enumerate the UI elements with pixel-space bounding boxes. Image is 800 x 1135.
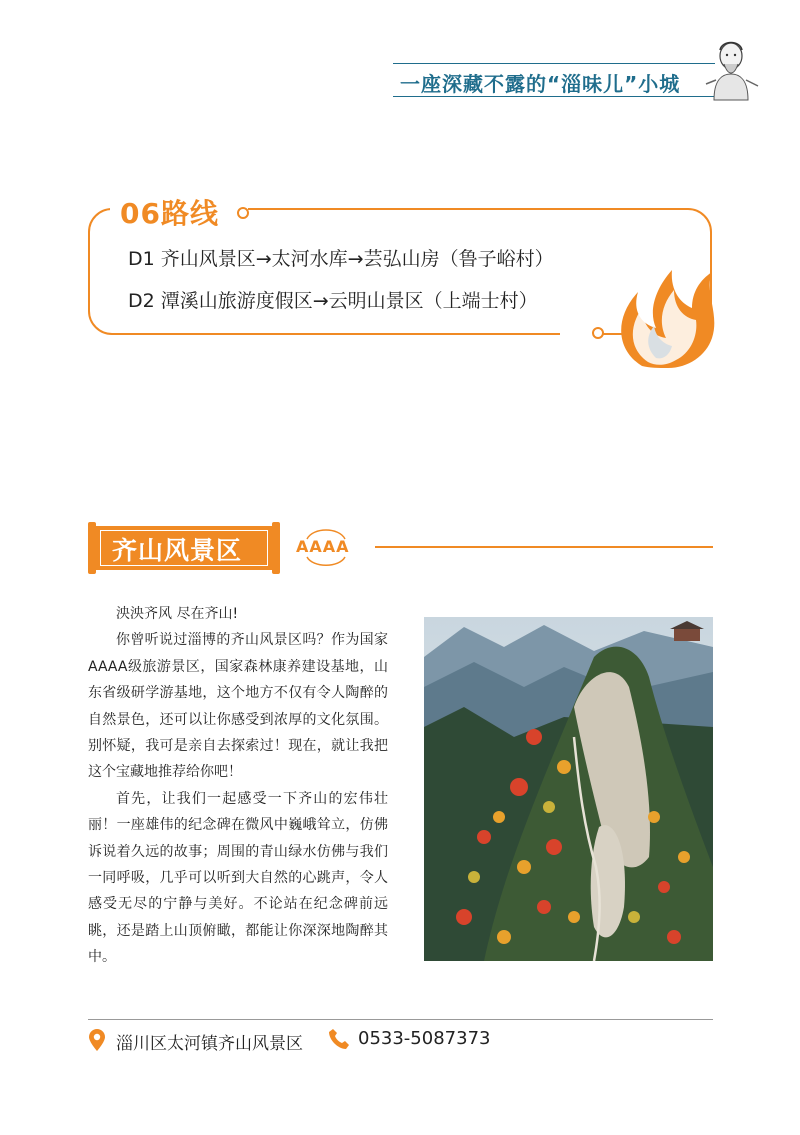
article-body: [88, 601, 388, 971]
footer-address: 淄川区太河镇齐山风景区: [116, 1034, 303, 1054]
section-title: 齐山风景区: [112, 536, 243, 565]
header-title: 一座深藏不露的“淄味儿”小城: [400, 72, 681, 96]
paragraph-3: 首先，让我们一起感受一下齐山的宏伟壮丽！一座雄伟的纪念碑在微风中巍峨耸立，仿佛诉说着久远的故事；周围的青山绿水仿佛与我们一同呼吸，几乎可以听到大自然的心跳声，令人感受无尽的宁静与美好。不论站在纪念碑前远眺，还是踏上山顶俯瞰，都能让你深深地陶醉其中。: [88, 790, 388, 966]
section-rule: [375, 546, 713, 548]
paragraph-1: 泱泱齐风 尽在齐山!: [116, 606, 239, 622]
route-dot-icon-2: [592, 327, 604, 339]
paragraph-2: 你曾听说过淄博的齐山风景区吗？作为国家AAAA级旅游景区，国家森林康养建设基地，山东省级研学游基地，这个地方不仅有令人陶醉的自然景色，还可以让你感受到浓厚的文化氛围。别怀疑，我可是亲自去探索过！现在，就让我把这个宝藏地推荐给你吧！: [88, 632, 388, 781]
footer-phone: 0533-5087373: [358, 1028, 491, 1049]
phone-icon: [328, 1028, 350, 1050]
rating-badge: AAAA: [296, 537, 350, 556]
route-d2: D2 潭溪山旅游度假区→云明山景区（上端士村）: [128, 290, 538, 312]
footer-rule: [88, 1019, 713, 1020]
route-d1: D1 齐山风景区→太河水库→芸弘山房（鲁子峪村）: [128, 248, 554, 270]
portrait-illustration: [700, 36, 762, 102]
header-rule-bottom: [393, 96, 715, 97]
location-pin-icon: [86, 1028, 108, 1052]
flame-icon: [612, 258, 722, 370]
route-box-gap: [560, 326, 594, 340]
rating-arc-bottom-icon: [303, 556, 349, 570]
route-dot-icon: [237, 207, 249, 219]
header-rule-top: [393, 63, 715, 64]
banner-cap-right: [272, 522, 280, 574]
route-title: 06路线: [120, 197, 219, 230]
mountain-photo: [424, 617, 713, 961]
